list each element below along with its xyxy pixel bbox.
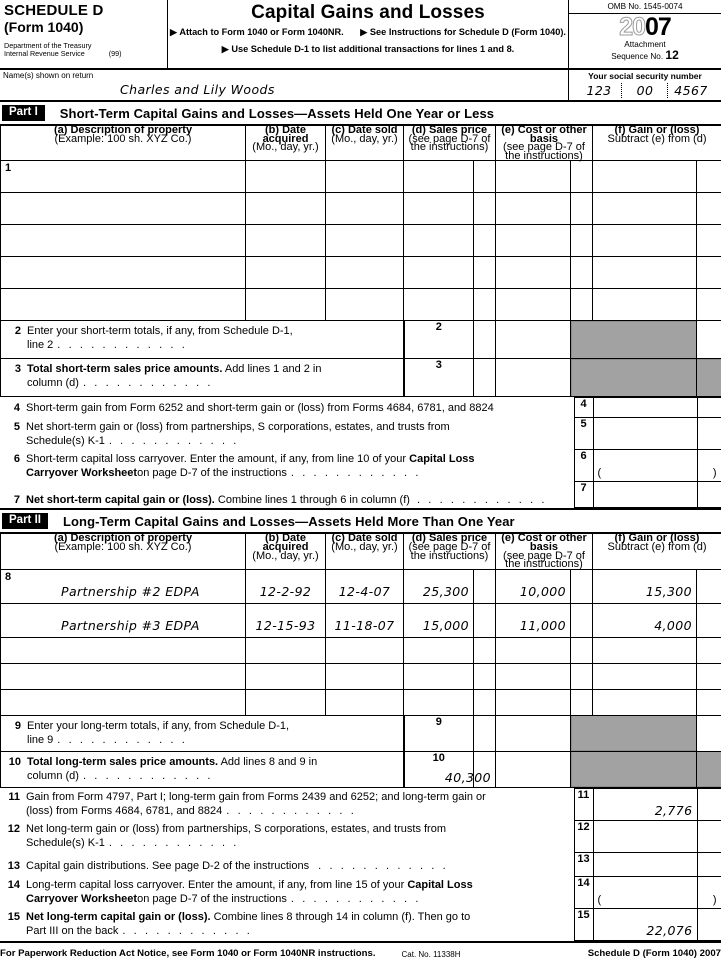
line-12-number-box: 12	[574, 820, 593, 852]
row-4-basis-cents[interactable]	[571, 257, 593, 289]
row-8-2-basis[interactable]: 11,000	[496, 603, 571, 637]
row-8-2-basis-cents[interactable]	[571, 603, 593, 637]
row-8-5-gain-cents[interactable]	[697, 689, 721, 715]
line-4-row[interactable]	[0, 398, 721, 418]
row-8-3-sold[interactable]	[326, 637, 404, 663]
line-7-cents[interactable]	[697, 482, 721, 508]
part-2-table	[0, 533, 721, 787]
form-reference: (Form 1040)	[4, 19, 84, 35]
ssn-group-1: 123	[586, 83, 612, 98]
row-8-2-desc-value: Partnership #3 EDPA	[61, 617, 200, 633]
leader-dots: . . . . . . . . . . . .	[290, 466, 421, 479]
row-8-5-sold[interactable]	[326, 689, 404, 715]
row-8-5-price[interactable]	[404, 689, 474, 715]
line-9-f[interactable]	[697, 715, 721, 751]
row-8-4-gain[interactable]	[593, 663, 697, 689]
table-row[interactable]	[1, 289, 721, 321]
form-footer	[0, 941, 721, 959]
part-2-title: Long-Term Capital Gains and Losses—Assets Held More Than One Year	[62, 513, 515, 529]
row-8-2-sold[interactable]: 11-18-07	[326, 603, 404, 637]
row-4-basis[interactable]	[496, 257, 571, 289]
row-8-3-basis[interactable]	[496, 637, 571, 663]
row-1-basis-cents[interactable]	[571, 161, 593, 193]
line-11-number-box: 11	[574, 788, 593, 820]
name-label: Name(s) shown on return	[3, 71, 94, 80]
part-1-title: Short-Term Capital Gains and Losses—Assets Held One Year or Less	[59, 105, 495, 121]
line-6-cents[interactable]	[697, 450, 721, 482]
line-2-shaded-e	[571, 321, 697, 359]
leader-dots: . . . . . . . . . . . .	[290, 893, 421, 906]
row-4-gain-cents[interactable]	[697, 257, 721, 289]
line-13-cents[interactable]	[697, 852, 721, 876]
ssn-group-2: 00	[636, 83, 654, 98]
line-12-text: 12 Net long-term gain or (loss) from partnerships, S corporations, estates, and trusts from Schedule(s) K-1 . . . . . . . . . . . .	[7, 823, 446, 850]
table-row[interactable]	[1, 663, 721, 689]
row-8-2-gain-cents[interactable]	[697, 603, 721, 637]
line-6-paren-open: (	[597, 467, 602, 480]
row-4-price-cents[interactable]	[474, 257, 496, 289]
taxpayer-band	[0, 70, 721, 102]
line-12-cents[interactable]	[697, 820, 721, 852]
row-8-1-basis[interactable]: 10,000	[496, 569, 571, 603]
department-line-2: Internal Revenue Service (99)	[4, 49, 122, 59]
row-8-5-description[interactable]	[1, 689, 246, 715]
column-header-e: (e) Cost or other basis (see page D-7 of the instructions)	[496, 534, 593, 569]
line-15-amount[interactable]: 22,076	[593, 908, 697, 940]
schedule-title: SCHEDULE D	[4, 2, 104, 19]
row-1-description[interactable]	[1, 161, 246, 193]
row-8-5-basis[interactable]	[496, 689, 571, 715]
row-4-gain[interactable]	[593, 257, 697, 289]
column-header-b: (b) Date acquired (Mo., day, yr.)	[246, 126, 326, 161]
part-2-column-headers	[1, 534, 721, 569]
row-8-2-price[interactable]: 15,000	[404, 603, 474, 637]
row-3-description[interactable]	[1, 225, 246, 257]
line-14-paren-open: (	[597, 893, 602, 906]
tax-year-century: 20	[619, 13, 645, 41]
arrow-icon-instructions: ▶	[360, 27, 368, 37]
form-masthead	[0, 0, 721, 70]
table-row[interactable]	[1, 569, 721, 603]
column-header-d: (d) Sales price (see page D-7 of the instructions)	[404, 126, 496, 161]
row-5-basis-cents[interactable]	[571, 289, 593, 321]
row-5-description[interactable]	[1, 289, 246, 321]
row-3-basis-cents[interactable]	[571, 225, 593, 257]
name-value: Charles and Lily Woods	[120, 82, 275, 97]
row-8-4-gain-cents[interactable]	[697, 663, 721, 689]
line-9-text: 9 Enter your long-term totals, if any, from Schedule D-1, line 9 . . . . . . . . . . . .	[1, 715, 404, 751]
row-5-gain[interactable]	[593, 289, 697, 321]
table-row[interactable]	[1, 637, 721, 663]
line-5-cents[interactable]	[697, 418, 721, 450]
line-13-amount[interactable]	[593, 852, 697, 876]
line-2-f[interactable]	[697, 321, 721, 359]
table-row[interactable]	[1, 161, 721, 193]
line-13-number-box: 13	[574, 852, 593, 876]
row-5-gain-cents[interactable]	[697, 289, 721, 321]
leader-dots: . . . . . . . . . . . .	[57, 733, 188, 746]
form-identity-block	[0, 0, 168, 68]
ssn-divider-1	[621, 83, 623, 98]
row-8-1-price-cents[interactable]	[474, 569, 496, 603]
row-8-1-gain[interactable]: 15,300	[593, 569, 697, 603]
line-4-amount[interactable]	[593, 398, 697, 418]
line-3-amount[interactable]	[474, 359, 496, 397]
line-12-row[interactable]	[0, 820, 721, 852]
row-1-gain[interactable]	[593, 161, 697, 193]
row-2-price[interactable]	[404, 193, 474, 225]
line-10-amount[interactable]: 40,300	[474, 751, 496, 787]
row-2-gain-cents[interactable]	[697, 193, 721, 225]
row-1-basis[interactable]	[496, 161, 571, 193]
table-row[interactable]	[1, 193, 721, 225]
row-3-basis[interactable]	[496, 225, 571, 257]
line-7-row[interactable]	[0, 482, 721, 508]
table-row[interactable]	[1, 225, 721, 257]
form-main-title: Capital Gains and Losses	[251, 2, 485, 23]
line-11-row[interactable]	[0, 788, 721, 820]
leader-dots: . . . . . . . . . . . .	[122, 925, 253, 938]
leader-dots: . . . . . . . . . . . .	[82, 377, 214, 390]
leader-dots: . . . . . . . . . . . .	[108, 434, 239, 447]
tax-year	[569, 14, 721, 40]
row-8-3-gain-cents[interactable]	[697, 637, 721, 663]
line-14-text: 14 Long-term capital loss carryover. Enter the amount, if any, from line 15 of your Capital Loss Carryover Worksheet on page D-7 of the instructions . . . . . . . . . . . .	[7, 879, 473, 906]
row-2-gain[interactable]	[593, 193, 697, 225]
row-8-5-acquired[interactable]	[246, 689, 326, 715]
line-3-number-box: 3	[404, 359, 474, 397]
attachment-label: Attachment	[624, 40, 666, 49]
line-6-amount[interactable]	[593, 450, 697, 482]
row-8-3-price-cents[interactable]	[474, 637, 496, 663]
row-2-sold[interactable]	[326, 193, 404, 225]
line-6-paren-close: )	[712, 467, 717, 480]
line-10-text: 10 Total long-term sales price amounts. Add lines 8 and 9 in column (d) . . . . . . . . . . . .	[1, 751, 404, 787]
row-1-price[interactable]	[404, 161, 474, 193]
row-8-1-description[interactable]	[1, 569, 246, 603]
omb-year-block	[569, 0, 721, 68]
leader-dots: . . . . . . . . . . . .	[108, 837, 239, 850]
column-header-f: (f) Gain or (loss) Subtract (e) from (d)	[593, 534, 721, 569]
line-14-amount[interactable]	[593, 876, 697, 908]
d1-note: Use Schedule D-1 to list additional transactions for lines 1 and 8.	[231, 44, 515, 54]
row-4-sold[interactable]	[326, 257, 404, 289]
row-5-price-cents[interactable]	[474, 289, 496, 321]
line-11-cents[interactable]	[697, 788, 721, 820]
row-8-3-gain[interactable]	[593, 637, 697, 663]
attach-instructions-row	[168, 26, 568, 39]
line-9-shaded-e	[571, 715, 697, 751]
column-header-c: (c) Date sold (Mo., day, yr.)	[326, 534, 404, 569]
catalog-number: Cat. No. 11338H	[401, 949, 461, 959]
line-10-row[interactable]	[1, 751, 721, 787]
row-5-sold[interactable]	[326, 289, 404, 321]
row-1-gain-cents[interactable]	[697, 161, 721, 193]
row-3-sold[interactable]	[326, 225, 404, 257]
row-8-4-sold[interactable]	[326, 663, 404, 689]
row-8-1-acquired[interactable]: 12-2-92	[246, 569, 326, 603]
row-8-4-description[interactable]	[1, 663, 246, 689]
part-2-badge: Part II	[2, 513, 48, 529]
row-2-basis-cents[interactable]	[571, 193, 593, 225]
line-7-number-box: 7	[574, 482, 593, 508]
row-5-acquired[interactable]	[246, 289, 326, 321]
arrow-icon-d1: ▶	[221, 44, 229, 54]
row-3-gain-cents[interactable]	[697, 225, 721, 257]
ssn-label: Your social security number	[588, 71, 702, 81]
column-header-a: (a) Description of property (Example: 100 sh. XYZ Co.)	[1, 534, 246, 569]
part-1-badge: Part I	[2, 105, 45, 121]
row-8-2-acquired[interactable]: 12-15-93	[246, 603, 326, 637]
sequence-number: 12	[665, 48, 679, 62]
row-8-2-price-cents[interactable]	[474, 603, 496, 637]
row-8-3-acquired[interactable]	[246, 637, 326, 663]
part-1-banner	[0, 102, 721, 125]
column-header-f: (f) Gain or (loss) Subtract (e) from (d)	[593, 126, 721, 161]
line-number-1: 1	[5, 162, 12, 175]
row-8-3-price[interactable]	[404, 637, 474, 663]
attach-note: Attach to Form 1040 or Form 1040NR.	[179, 27, 344, 37]
line-6-row[interactable]	[0, 450, 721, 482]
line-9-row[interactable]	[1, 715, 721, 751]
column-header-e: (e) Cost or other basis (see page D-7 of the instructions)	[496, 126, 593, 161]
column-header-d: (d) Sales price (see page D-7 of the instructions)	[404, 534, 496, 569]
row-1-sold[interactable]	[326, 161, 404, 193]
line-4-number-box: 4	[574, 398, 593, 418]
row-1-price-cents[interactable]	[474, 161, 496, 193]
line-13-text: 13 Capital gain distributions. See page D-2 of the instructions . . . . . . . . . . . .	[7, 860, 449, 873]
line-2-amount[interactable]	[474, 321, 496, 359]
ssn-field-group[interactable]	[569, 70, 721, 100]
row-3-gain[interactable]	[593, 225, 697, 257]
row-8-4-basis-cents[interactable]	[571, 663, 593, 689]
part-1-column-headers	[1, 126, 721, 161]
leader-dots: . . . . . . . . . . . .	[226, 805, 357, 818]
name-field-group[interactable]	[0, 70, 569, 100]
line-7-text: 7 Net short-term capital gain or (loss). Combine lines 1 through 6 in column (f) . . . . . . . . . . . .	[13, 493, 548, 506]
column-header-b: (b) Date acquired (Mo., day, yr.)	[246, 534, 326, 569]
part-2-banner	[0, 508, 721, 533]
department-line-1: Department of the Treasury	[4, 41, 92, 50]
line-11-text: 11 Gain from Form 4797, Part I; long-term gain from Forms 2439 and 6252; and long-term gain or (loss) from Forms 4684, 6781, and 8824 . . . . . . . . . . . .	[8, 791, 486, 818]
row-8-5-gain[interactable]	[593, 689, 697, 715]
row-5-basis[interactable]	[496, 289, 571, 321]
tax-year-suffix: 07	[645, 13, 671, 41]
column-header-a: (a) Description of property (Example: 100 sh. XYZ Co.)	[1, 126, 246, 161]
leader-dots: . . . . . . . . . . . .	[82, 769, 214, 782]
line-9-number-box: 9	[404, 715, 474, 751]
line-15-row[interactable]	[0, 908, 721, 940]
line-4-text: 4 Short-term gain from Form 6252 and short-term gain or (loss) from Forms 4684, 6781, and 8824	[13, 401, 494, 414]
footer-schedule-ref: Schedule D (Form 1040) 2007	[587, 947, 721, 959]
arrow-icon-attach: ▶	[170, 27, 178, 37]
line-10-number-box: 10	[404, 751, 474, 787]
row-4-price[interactable]	[404, 257, 474, 289]
row-8-4-basis[interactable]	[496, 663, 571, 689]
line-2-row[interactable]	[1, 321, 721, 359]
line-14-cents[interactable]	[697, 876, 721, 908]
row-8-2-description[interactable]	[1, 603, 246, 637]
line-4-cents[interactable]	[697, 398, 721, 418]
row-8-1-price[interactable]: 25,300	[404, 569, 474, 603]
row-8-5-basis-cents[interactable]	[571, 689, 593, 715]
row-4-description[interactable]	[1, 257, 246, 289]
part-2-lines-11-15	[0, 788, 721, 941]
line-10-shaded-f	[697, 751, 721, 787]
omb-number: OMB No. 1545-0074	[569, 0, 721, 14]
line-14-number-box: 14	[574, 876, 593, 908]
line-13-row[interactable]	[0, 852, 721, 876]
line-5-number-box: 5	[574, 418, 593, 450]
line-5-row[interactable]	[0, 418, 721, 450]
row-8-3-description[interactable]	[1, 637, 246, 663]
row-2-basis[interactable]	[496, 193, 571, 225]
row-8-5-price-cents[interactable]	[474, 689, 496, 715]
form-title-block	[168, 0, 569, 68]
line-3-row[interactable]	[1, 359, 721, 397]
row-8-4-price[interactable]	[404, 663, 474, 689]
row-8-4-acquired[interactable]	[246, 663, 326, 689]
ssn-value	[569, 83, 721, 98]
table-row[interactable]	[1, 689, 721, 715]
line-15-cents[interactable]	[697, 908, 721, 940]
table-row[interactable]	[1, 257, 721, 289]
line-11-amount[interactable]: 2,776	[593, 788, 697, 820]
row-8-4-price-cents[interactable]	[474, 663, 496, 689]
part-1-lines-4-7	[0, 397, 721, 508]
line-14-row[interactable]	[0, 876, 721, 908]
attachment-sequence: Sequence No. 12	[611, 48, 679, 62]
line-10-cents[interactable]	[496, 751, 571, 787]
table-row[interactable]	[1, 603, 721, 637]
row-8-1-gain-cents[interactable]	[697, 569, 721, 603]
instructions-note: See Instructions for Schedule D (Form 1040).	[369, 27, 566, 37]
line-5-text: 5 Net short-term gain or (loss) from partnerships, S corporations, estates, and trusts from Schedule(s) K-1 . . . . . . . . . . . .	[13, 420, 450, 447]
leader-dots: . . . . . . . . . . . .	[318, 860, 449, 873]
row-3-price-cents[interactable]	[474, 225, 496, 257]
line-3-cents[interactable]	[496, 359, 571, 397]
line-number-8: 8	[5, 570, 12, 583]
line-14-paren-close: )	[712, 893, 717, 906]
line-2-text: 2 Enter your short-term totals, if any, from Schedule D-1, line 2 . . . . . . . . . . . .	[1, 321, 404, 359]
line-2-number-box: 2	[404, 321, 474, 359]
line-2-cents[interactable]	[496, 321, 571, 359]
column-header-c: (c) Date sold (Mo., day, yr.)	[326, 126, 404, 161]
row-8-3-basis-cents[interactable]	[571, 637, 593, 663]
row-8-2-gain[interactable]: 4,000	[593, 603, 697, 637]
row-2-acquired[interactable]	[246, 193, 326, 225]
row-2-price-cents[interactable]	[474, 193, 496, 225]
row-1-acquired[interactable]	[246, 161, 326, 193]
row-3-acquired[interactable]	[246, 225, 326, 257]
line-15-number-box: 15	[574, 908, 593, 940]
paperwork-notice: For Paperwork Reduction Act Notice, see Form 1040 or Form 1040NR instructions.	[0, 947, 376, 959]
line-9-cents[interactable]	[496, 715, 571, 751]
line-10-shaded-e	[571, 751, 697, 787]
line-3-shaded-f	[697, 359, 721, 397]
row-2-description[interactable]	[1, 193, 246, 225]
schedule-d1-row	[168, 43, 568, 56]
line-15-text: 15 Net long-term capital gain or (loss). Combine lines 8 through 14 in column (f). Then go to Part III on the back . . . . . . . . . . . .	[7, 911, 471, 938]
line-3-text: 3 Total short-term sales price amounts. Add lines 1 and 2 in column (d) . . . . . . . . . . . .	[1, 359, 404, 397]
line-6-text: 6 Short-term capital loss carryover. Enter the amount, if any, from line 10 of your Capital Loss Carryover Worksheet on page D-7 of the instructions . . . . . . . . . . . .	[13, 452, 475, 479]
leader-dots: . . . . . . . . . . . .	[416, 493, 548, 506]
row-5-price[interactable]	[404, 289, 474, 321]
line-5-amount[interactable]	[593, 418, 697, 450]
line-7-amount[interactable]	[593, 482, 697, 508]
line-12-amount[interactable]	[593, 820, 697, 852]
ssn-group-3: 4567	[674, 83, 708, 98]
row-4-acquired[interactable]	[246, 257, 326, 289]
leader-dots: . . . . . . . . . . . .	[57, 339, 188, 352]
line-6-number-box: 6	[574, 450, 593, 482]
line-9-amount[interactable]	[474, 715, 496, 751]
row-8-1-basis-cents[interactable]	[571, 569, 593, 603]
row-3-price[interactable]	[404, 225, 474, 257]
line-3-shaded-e	[571, 359, 697, 397]
row-8-1-desc-value: Partnership #2 EDPA	[61, 583, 200, 599]
part-1-table	[0, 125, 721, 397]
ssn-divider-2	[667, 83, 669, 98]
row-8-1-sold[interactable]: 12-4-07	[326, 569, 404, 603]
